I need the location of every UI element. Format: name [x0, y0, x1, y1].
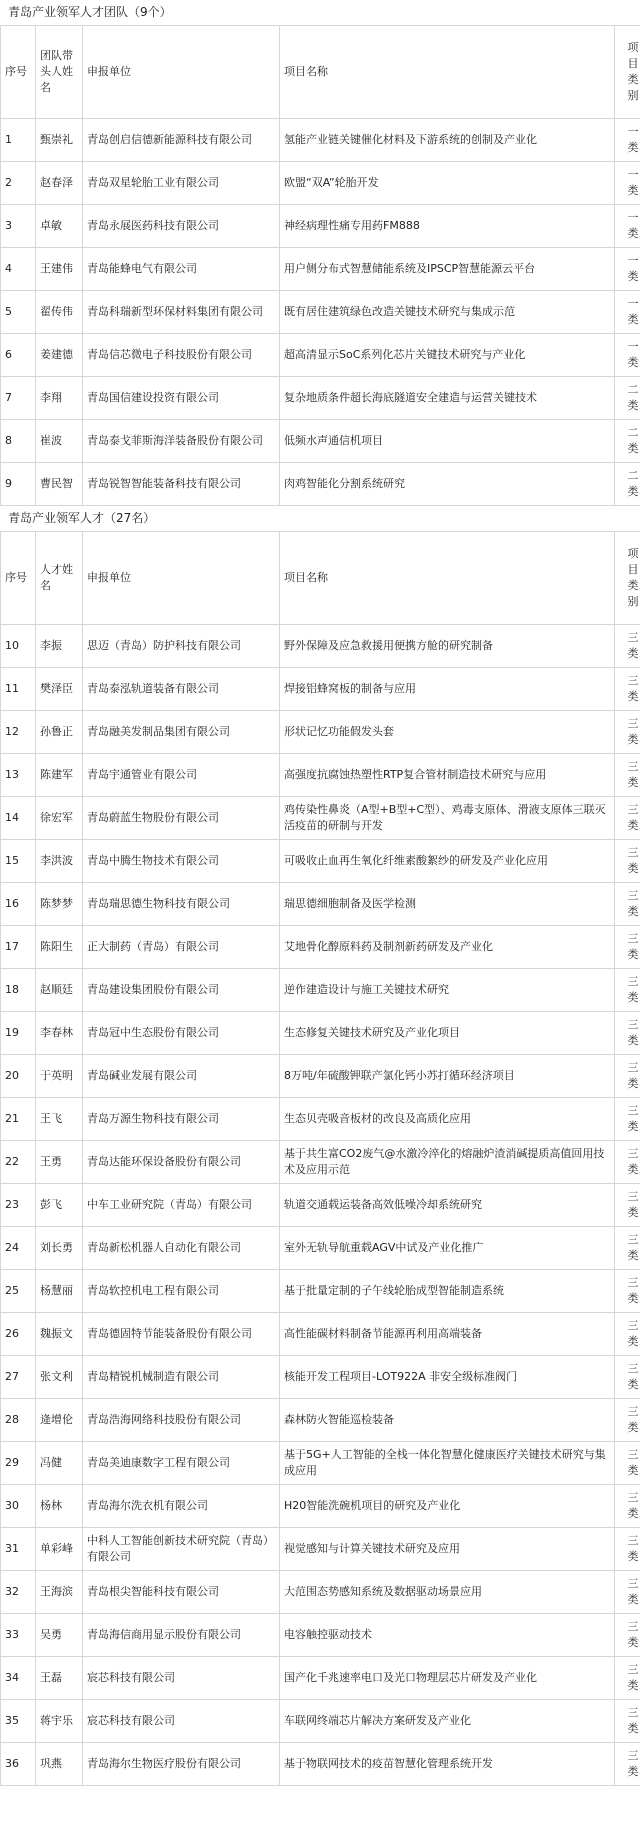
cell-category: 三类 — [615, 1528, 640, 1571]
cell-name: 李洪波 — [36, 840, 83, 883]
cell-category: 一类 — [615, 248, 640, 291]
cell-project: 基于物联网技术的疫苗智慧化管理系统开发 — [280, 1743, 615, 1786]
cell-project: 基于批量定制的子午线轮胎成型智能制造系统 — [280, 1270, 615, 1313]
cell-project: 氢能产业链关键催化材料及下游系统的创制及产业化 — [280, 119, 615, 162]
cell-name: 吴勇 — [36, 1614, 83, 1657]
cell-project: 野外保障及应急救援用便携方舱的研究制备 — [280, 625, 615, 668]
cell-name: 徐宏军 — [36, 797, 83, 840]
cell-unit: 青岛海尔生物医疗股份有限公司 — [83, 1743, 280, 1786]
cell-unit: 宸芯科技有限公司 — [83, 1657, 280, 1700]
cell-name: 曹民智 — [36, 463, 83, 506]
cell-unit: 青岛精锐机械制造有限公司 — [83, 1356, 280, 1399]
cell-unit: 青岛双星轮胎工业有限公司 — [83, 162, 280, 205]
cell-unit: 青岛美迪康数字工程有限公司 — [83, 1442, 280, 1485]
cell-project: 艾地骨化醇原料药及制剂新药研发及产业化 — [280, 926, 615, 969]
cell-name: 巩燕 — [36, 1743, 83, 1786]
cell-category: 二类 — [615, 377, 640, 420]
cell-name: 单彩峰 — [36, 1528, 83, 1571]
header-project: 项目名称 — [280, 532, 615, 625]
cell-category: 三类 — [615, 797, 640, 840]
cell-category: 三类 — [615, 1657, 640, 1700]
cell-name: 陈梦梦 — [36, 883, 83, 926]
cell-no: 31 — [1, 1528, 36, 1571]
cell-no: 3 — [1, 205, 36, 248]
cell-unit: 青岛浩海网络科技股份有限公司 — [83, 1399, 280, 1442]
cell-category: 三类 — [615, 1485, 640, 1528]
cell-unit: 正大制药（青岛）有限公司 — [83, 926, 280, 969]
cell-no: 21 — [1, 1098, 36, 1141]
cell-category: 一类 — [615, 119, 640, 162]
cell-category: 三类 — [615, 1012, 640, 1055]
cell-project: 鸡传染性鼻炎（A型+B型+C型）、鸡毒支原体、滑液支原体三联灭活疫苗的研制与开发 — [280, 797, 615, 840]
cell-unit: 青岛科瑞新型环保材料集团有限公司 — [83, 291, 280, 334]
cell-category: 三类 — [615, 1313, 640, 1356]
table-row — [1, 840, 640, 883]
cell-project: 生态修复关键技术研究及产业化项目 — [280, 1012, 615, 1055]
cell-unit: 青岛能蜂电气有限公司 — [83, 248, 280, 291]
cell-name: 李翔 — [36, 377, 83, 420]
cell-category: 三类 — [615, 883, 640, 926]
cell-category: 三类 — [615, 1743, 640, 1786]
header-name: 人才姓名 — [36, 532, 83, 625]
cell-name: 王海滨 — [36, 1571, 83, 1614]
cell-no: 1 — [1, 119, 36, 162]
cell-project: 视觉感知与计算关键技术研究及应用 — [280, 1528, 615, 1571]
table-row — [1, 1098, 640, 1141]
cell-unit: 青岛创启信德新能源科技有限公司 — [83, 119, 280, 162]
header-no: 序号 — [1, 26, 36, 119]
cell-project: 轨道交通载运装备高效低噪冷却系统研究 — [280, 1184, 615, 1227]
cell-project: 基于共生富CO2废气@水激冷淬化的熔融炉渣消碱提质高值回用技术及应用示范 — [280, 1141, 615, 1184]
cell-name: 王勇 — [36, 1141, 83, 1184]
cell-no: 16 — [1, 883, 36, 926]
cell-no: 35 — [1, 1700, 36, 1743]
table-row — [1, 969, 640, 1012]
cell-project: 基于5G+人工智能的全栈一体化智慧化健康医疗关键技术研究与集成应用 — [280, 1442, 615, 1485]
cell-no: 23 — [1, 1184, 36, 1227]
cell-no: 25 — [1, 1270, 36, 1313]
cell-name: 卓敏 — [36, 205, 83, 248]
cell-project: 大范围态势感知系统及数据驱动场景应用 — [280, 1571, 615, 1614]
cell-no: 12 — [1, 711, 36, 754]
cell-unit: 青岛冠中生态股份有限公司 — [83, 1012, 280, 1055]
cell-no: 15 — [1, 840, 36, 883]
header-no: 序号 — [1, 532, 36, 625]
cell-no: 19 — [1, 1012, 36, 1055]
cell-unit: 青岛泰戈菲斯海洋装备股份有限公司 — [83, 420, 280, 463]
cell-project: 逆作建造设计与施工关键技术研究 — [280, 969, 615, 1012]
cell-category: 三类 — [615, 1270, 640, 1313]
table-row — [1, 625, 640, 668]
cell-no: 34 — [1, 1657, 36, 1700]
cell-no: 11 — [1, 668, 36, 711]
cell-name: 杨林 — [36, 1485, 83, 1528]
cell-category: 三类 — [615, 1356, 640, 1399]
cell-unit: 青岛新松机器人自动化有限公司 — [83, 1227, 280, 1270]
table-row — [1, 377, 640, 420]
cell-unit: 青岛海尔洗衣机有限公司 — [83, 1485, 280, 1528]
table-row — [1, 248, 640, 291]
cell-name: 赵春泽 — [36, 162, 83, 205]
cell-no: 27 — [1, 1356, 36, 1399]
table-header-row — [1, 532, 640, 625]
header-unit: 申报单位 — [83, 26, 280, 119]
cell-project: 欧盟“双A”轮胎开发 — [280, 162, 615, 205]
cell-name: 王建伟 — [36, 248, 83, 291]
table-row — [1, 1528, 640, 1571]
cell-no: 5 — [1, 291, 36, 334]
cell-no: 4 — [1, 248, 36, 291]
cell-category: 二类 — [615, 463, 640, 506]
cell-project: 肉鸡智能化分割系统研究 — [280, 463, 615, 506]
cell-name: 冯健 — [36, 1442, 83, 1485]
cell-no: 24 — [1, 1227, 36, 1270]
cell-category: 三类 — [615, 1141, 640, 1184]
team-table — [0, 25, 640, 506]
cell-name: 彭飞 — [36, 1184, 83, 1227]
table-row — [1, 1184, 640, 1227]
cell-category: 三类 — [615, 625, 640, 668]
cell-name: 王磊 — [36, 1657, 83, 1700]
cell-category: 三类 — [615, 1614, 640, 1657]
table-row — [1, 1356, 640, 1399]
table-row — [1, 1743, 640, 1786]
cell-unit: 青岛蔚蓝生物股份有限公司 — [83, 797, 280, 840]
cell-unit: 青岛达能环保设备股份有限公司 — [83, 1141, 280, 1184]
cell-no: 14 — [1, 797, 36, 840]
cell-no: 26 — [1, 1313, 36, 1356]
table-row — [1, 1399, 640, 1442]
cell-unit: 青岛德固特节能装备股份有限公司 — [83, 1313, 280, 1356]
cell-no: 28 — [1, 1399, 36, 1442]
cell-name: 杨慧丽 — [36, 1270, 83, 1313]
cell-project: 国产化千兆速率电口及光口物理层芯片研发及产业化 — [280, 1657, 615, 1700]
cell-unit: 青岛宇通管业有限公司 — [83, 754, 280, 797]
cell-project: 既有居住建筑绿色改造关键技术研究与集成示范 — [280, 291, 615, 334]
cell-no: 13 — [1, 754, 36, 797]
cell-unit: 青岛海信商用显示股份有限公司 — [83, 1614, 280, 1657]
cell-category: 三类 — [615, 969, 640, 1012]
cell-name: 姜建德 — [36, 334, 83, 377]
cell-no: 20 — [1, 1055, 36, 1098]
table-row — [1, 1270, 640, 1313]
cell-project: 超高清显示SoC系列化芯片关键技术研究与产业化 — [280, 334, 615, 377]
table-row — [1, 291, 640, 334]
cell-name: 李振 — [36, 625, 83, 668]
cell-name: 孙鲁正 — [36, 711, 83, 754]
cell-project: 核能开发工程项目-LOT922A 非安全级标准阀门 — [280, 1356, 615, 1399]
cell-unit: 中车工业研究院（青岛）有限公司 — [83, 1184, 280, 1227]
cell-unit: 青岛永展医药科技有限公司 — [83, 205, 280, 248]
table-row — [1, 1700, 640, 1743]
cell-category: 三类 — [615, 1184, 640, 1227]
table-row — [1, 420, 640, 463]
cell-category: 三类 — [615, 711, 640, 754]
header-category: 项目 类别 — [615, 532, 640, 625]
table-row — [1, 334, 640, 377]
cell-unit: 青岛建设集团股份有限公司 — [83, 969, 280, 1012]
cell-no: 22 — [1, 1141, 36, 1184]
cell-name: 甄崇礼 — [36, 119, 83, 162]
cell-category: 三类 — [615, 668, 640, 711]
header-project: 项目名称 — [280, 26, 615, 119]
cell-name: 李春林 — [36, 1012, 83, 1055]
cell-no: 7 — [1, 377, 36, 420]
table-row — [1, 1614, 640, 1657]
cell-unit: 青岛碱业发展有限公司 — [83, 1055, 280, 1098]
cell-project: 形状记忆功能假发头套 — [280, 711, 615, 754]
cell-unit: 青岛根尖智能科技有限公司 — [83, 1571, 280, 1614]
cell-name: 陈建军 — [36, 754, 83, 797]
table-row — [1, 668, 640, 711]
cell-category: 三类 — [615, 840, 640, 883]
table-row — [1, 1485, 640, 1528]
table-row — [1, 1012, 640, 1055]
cell-unit: 青岛瑞思德生物科技有限公司 — [83, 883, 280, 926]
table-row — [1, 119, 640, 162]
cell-unit: 宸芯科技有限公司 — [83, 1700, 280, 1743]
cell-no: 32 — [1, 1571, 36, 1614]
cell-no: 36 — [1, 1743, 36, 1786]
cell-category: 一类 — [615, 291, 640, 334]
cell-no: 18 — [1, 969, 36, 1012]
table-row — [1, 1055, 640, 1098]
cell-unit: 青岛万源生物科技有限公司 — [83, 1098, 280, 1141]
cell-no: 17 — [1, 926, 36, 969]
cell-category: 三类 — [615, 1227, 640, 1270]
cell-category: 三类 — [615, 926, 640, 969]
cell-category: 三类 — [615, 1055, 640, 1098]
cell-category: 三类 — [615, 1700, 640, 1743]
cell-no: 33 — [1, 1614, 36, 1657]
cell-name: 逄增伦 — [36, 1399, 83, 1442]
cell-project: 车联网终端芯片解决方案研发及产业化 — [280, 1700, 615, 1743]
table-row — [1, 883, 640, 926]
talent-section-title: 青岛产业领军人才（27名） — [8, 511, 156, 525]
header-leader: 团队带头人姓名 — [36, 26, 83, 119]
cell-name: 陈阳生 — [36, 926, 83, 969]
cell-no: 30 — [1, 1485, 36, 1528]
team-section-title: 青岛产业领军人才团队（9个） — [8, 5, 172, 19]
cell-unit: 思迈（青岛）防护科技有限公司 — [83, 625, 280, 668]
cell-no: 10 — [1, 625, 36, 668]
cell-category: 三类 — [615, 754, 640, 797]
cell-category: 三类 — [615, 1442, 640, 1485]
cell-no: 6 — [1, 334, 36, 377]
table-row — [1, 754, 640, 797]
table-row — [1, 1313, 640, 1356]
talent-table — [0, 531, 640, 1786]
table-row — [1, 1657, 640, 1700]
table-row — [1, 162, 640, 205]
cell-unit: 青岛融美发制品集团有限公司 — [83, 711, 280, 754]
cell-project: 室外无轨导航重载AGV中试及产业化推广 — [280, 1227, 615, 1270]
table-row — [1, 1141, 640, 1184]
cell-name: 刘长勇 — [36, 1227, 83, 1270]
cell-unit: 青岛信芯微电子科技股份有限公司 — [83, 334, 280, 377]
table-row — [1, 1571, 640, 1614]
cell-project: 森林防火智能巡检装备 — [280, 1399, 615, 1442]
cell-project: 神经病理性痛专用药FM888 — [280, 205, 615, 248]
cell-project: 可吸收止血再生氧化纤维素酸絮纱的研发及产业化应用 — [280, 840, 615, 883]
cell-project: 电容触控驱动技术 — [280, 1614, 615, 1657]
cell-category: 一类 — [615, 205, 640, 248]
cell-project: 低频水声通信机项目 — [280, 420, 615, 463]
cell-name: 于英明 — [36, 1055, 83, 1098]
cell-project: 高强度抗腐蚀热塑性RTP复合管材制造技术研究与应用 — [280, 754, 615, 797]
cell-name: 魏振文 — [36, 1313, 83, 1356]
cell-no: 29 — [1, 1442, 36, 1485]
cell-name: 张文利 — [36, 1356, 83, 1399]
header-unit: 申报单位 — [83, 532, 280, 625]
cell-unit: 青岛国信建设投资有限公司 — [83, 377, 280, 420]
cell-name: 王飞 — [36, 1098, 83, 1141]
table-row — [1, 797, 640, 840]
cell-project: 瑞思德细胞制备及医学检测 — [280, 883, 615, 926]
cell-category: 三类 — [615, 1098, 640, 1141]
table-row — [1, 463, 640, 506]
cell-name: 赵顺廷 — [36, 969, 83, 1012]
table-row — [1, 205, 640, 248]
cell-no: 2 — [1, 162, 36, 205]
cell-no: 9 — [1, 463, 36, 506]
cell-unit: 青岛软控机电工程有限公司 — [83, 1270, 280, 1313]
cell-category: 三类 — [615, 1399, 640, 1442]
cell-category: 一类 — [615, 334, 640, 377]
cell-name: 樊泽臣 — [36, 668, 83, 711]
table-row — [1, 711, 640, 754]
cell-project: 焊接铝蜂窝板的制备与应用 — [280, 668, 615, 711]
cell-project: 8万吨/年硫酸钾联产氯化钙小苏打循环经济项目 — [280, 1055, 615, 1098]
cell-unit: 青岛中腾生物技术有限公司 — [83, 840, 280, 883]
cell-project: H20智能洗碗机项目的研究及产业化 — [280, 1485, 615, 1528]
table-row — [1, 1442, 640, 1485]
table-row — [1, 1227, 640, 1270]
table-row — [1, 926, 640, 969]
cell-name: 翟传伟 — [36, 291, 83, 334]
cell-unit: 中科人工智能创新技术研究院（青岛）有限公司 — [83, 1528, 280, 1571]
cell-category: 三类 — [615, 1571, 640, 1614]
cell-category: 一类 — [615, 162, 640, 205]
cell-category: 二类 — [615, 420, 640, 463]
cell-project: 用户侧分布式智慧储能系统及IPSCP智慧能源云平台 — [280, 248, 615, 291]
cell-project: 生态贝壳吸音板材的改良及高质化应用 — [280, 1098, 615, 1141]
cell-project: 复杂地质条件超长海底隧道安全建造与运营关键技术 — [280, 377, 615, 420]
table-header-row — [1, 26, 640, 119]
cell-no: 8 — [1, 420, 36, 463]
cell-unit: 青岛泰泓轨道装备有限公司 — [83, 668, 280, 711]
cell-project: 高性能碳材料制备节能源再利用高端装备 — [280, 1313, 615, 1356]
cell-name: 蒋宇乐 — [36, 1700, 83, 1743]
cell-unit: 青岛锐智智能装备科技有限公司 — [83, 463, 280, 506]
cell-name: 崔波 — [36, 420, 83, 463]
header-category: 项目 类别 — [615, 26, 640, 119]
